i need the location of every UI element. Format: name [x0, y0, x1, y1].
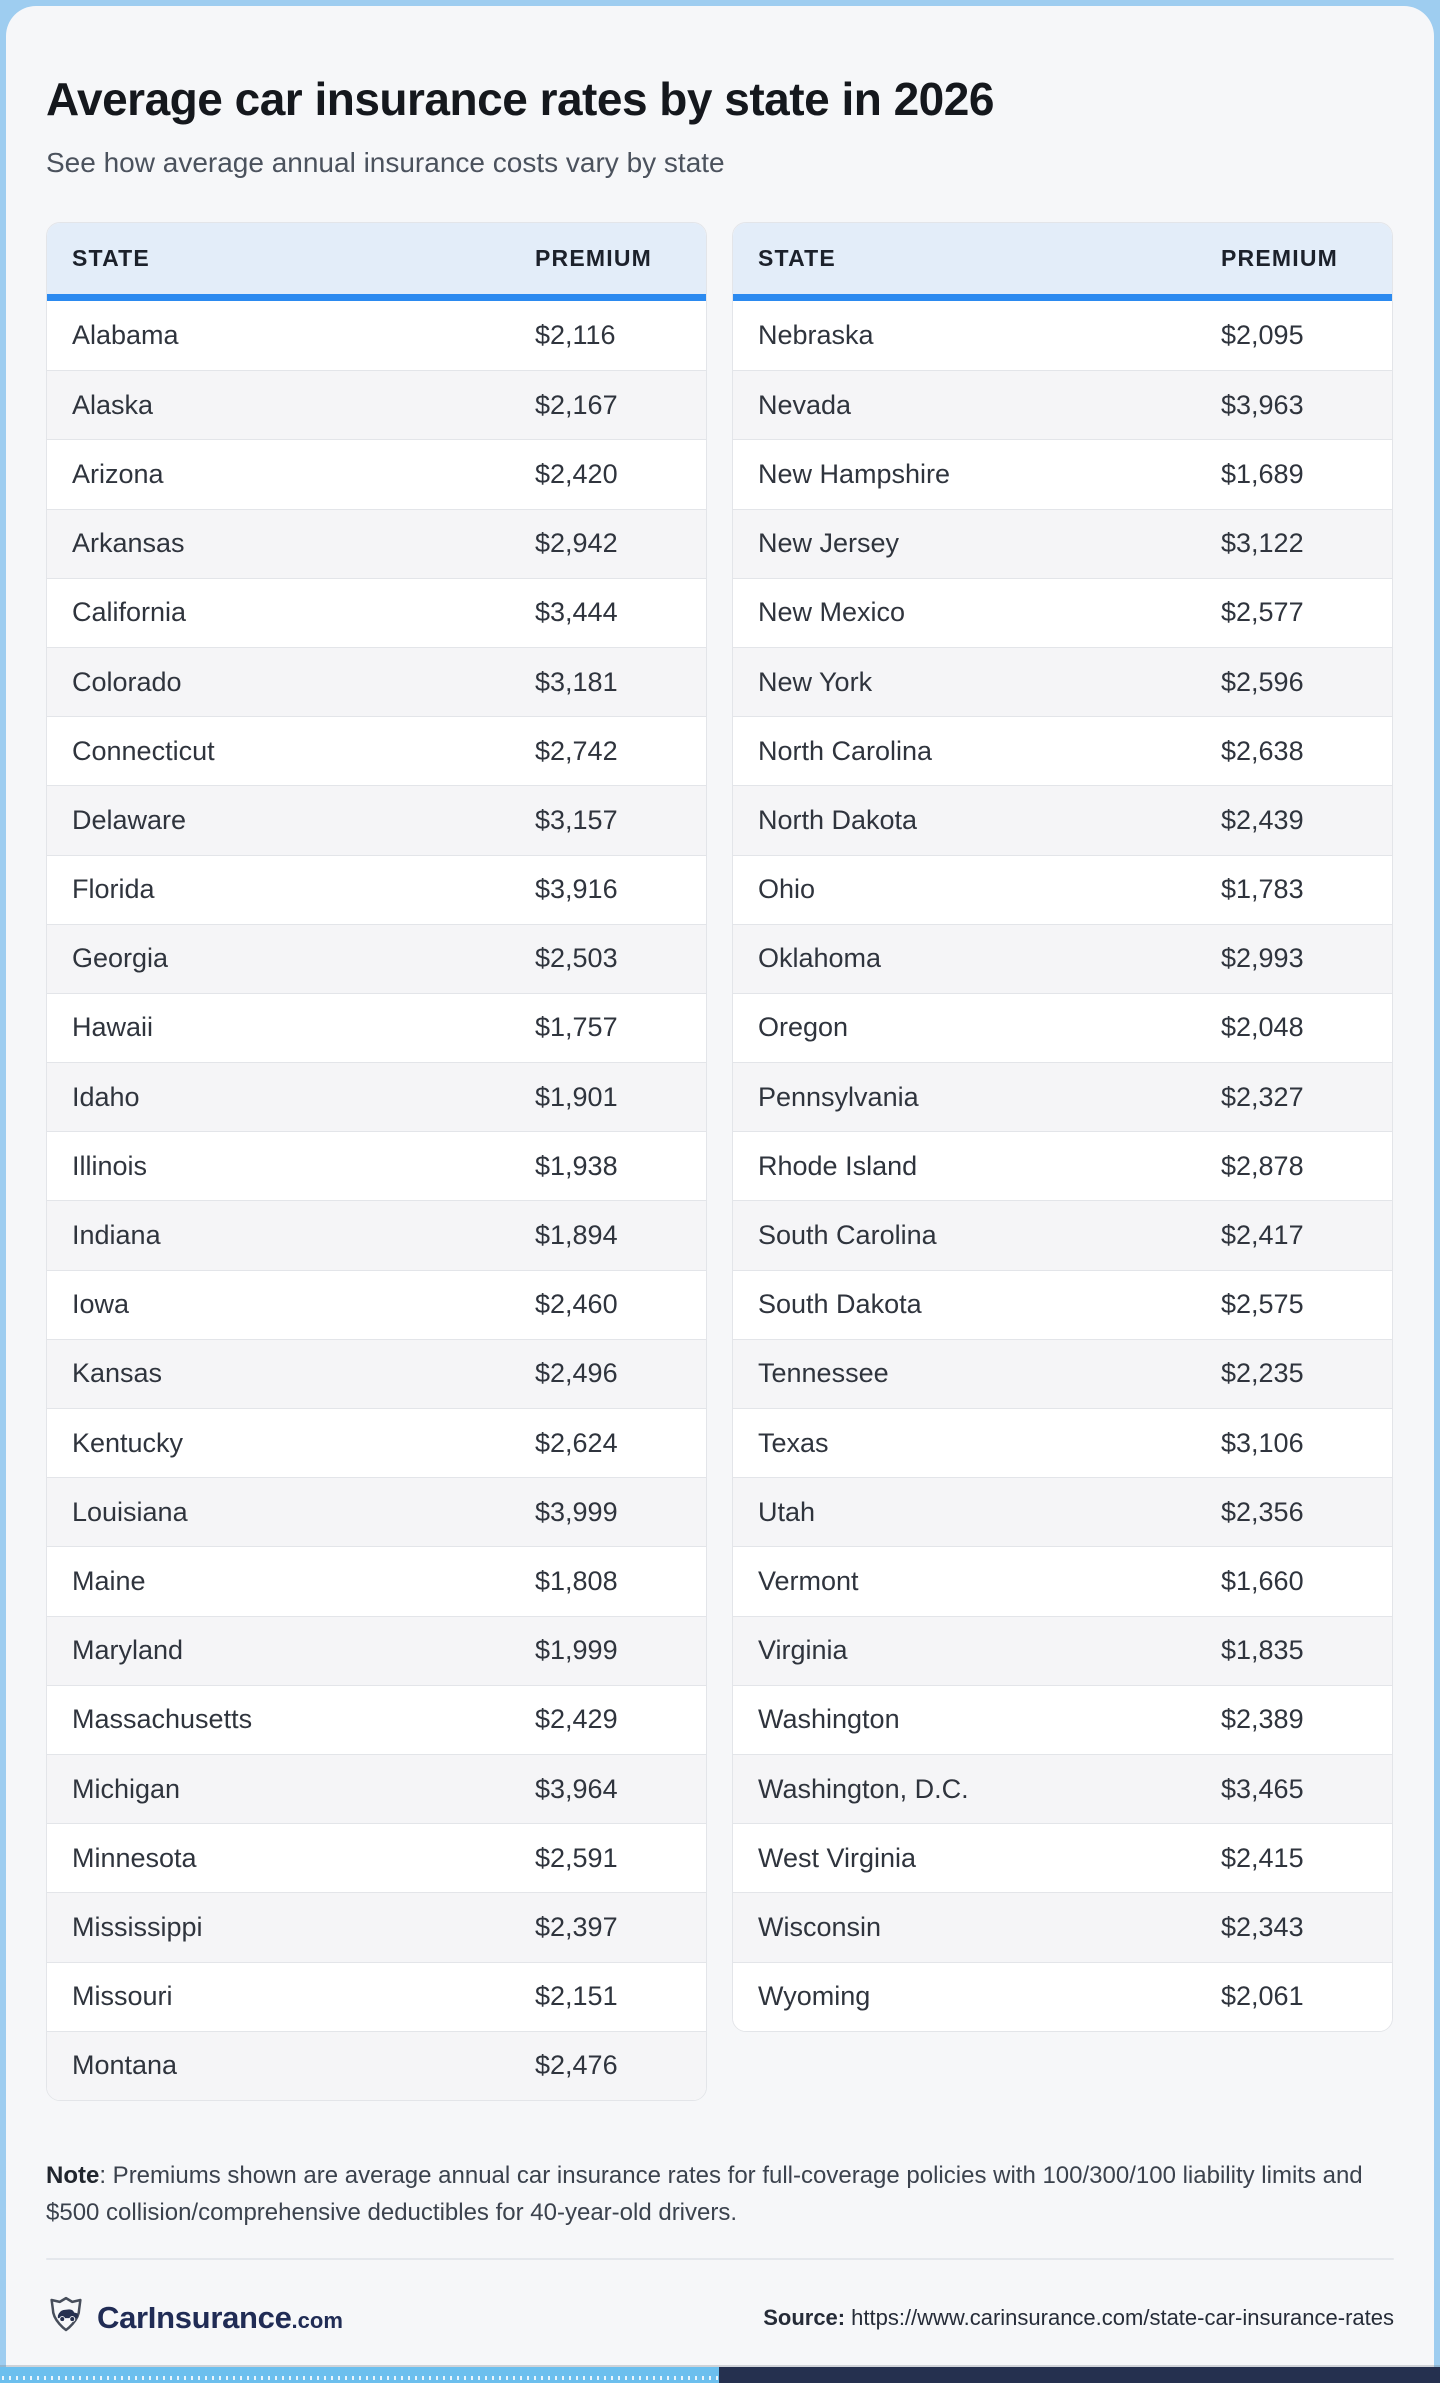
table-row: [733, 1477, 1392, 1546]
state-cell: South Carolina: [758, 1220, 937, 1251]
footer-divider: [46, 2258, 1394, 2260]
state-cell: Washington: [758, 1704, 900, 1735]
state-cell: Pennsylvania: [758, 1081, 919, 1112]
state-cell: Louisiana: [72, 1496, 188, 1527]
table-row: [733, 785, 1392, 854]
bottom-strip-blue-segment: [0, 2367, 719, 2383]
state-cell: Oregon: [758, 1012, 849, 1043]
premium-cell: $2,742: [535, 735, 618, 766]
premium-cell: $3,963: [1221, 389, 1304, 420]
table-row: [733, 1270, 1392, 1339]
state-cell: California: [72, 597, 187, 628]
premium-cell: $3,181: [535, 666, 618, 697]
state-cell: Wyoming: [758, 1981, 871, 2012]
state-cell: New Hampshire: [758, 458, 951, 489]
state-cell: Iowa: [72, 1289, 130, 1320]
bottom-strip-navy-segment: [719, 2367, 1440, 2383]
table-row: [733, 1823, 1392, 1892]
content-area: [6, 6, 1434, 2348]
table-body: [733, 301, 1392, 2031]
state-cell: Missouri: [72, 1981, 173, 2012]
brand-name: CarInsurance: [97, 2299, 292, 2335]
premium-cell: $3,157: [535, 804, 618, 835]
state-cell: Michigan: [72, 1773, 181, 1804]
table-row: [47, 716, 706, 785]
premium-cell: $2,420: [535, 458, 618, 489]
source-url: https://www.carinsurance.com/state-car-insurance-rates: [851, 2304, 1394, 2330]
premium-cell: $1,835: [1221, 1635, 1304, 1666]
table-row: [47, 1339, 706, 1408]
premium-cell: $1,783: [1221, 874, 1304, 905]
state-cell: Rhode Island: [758, 1150, 918, 1181]
page-title: Average car insurance rates by state in 2026: [46, 73, 994, 125]
table-row: [733, 855, 1392, 924]
premium-cell: $1,894: [535, 1220, 618, 1251]
brand-logo: [46, 2292, 343, 2343]
premium-cell: $3,964: [535, 1773, 618, 1804]
table-row: [47, 509, 706, 578]
premium-cell: $2,061: [1221, 1981, 1304, 2012]
table-row: [733, 716, 1392, 785]
note-label: Note: [46, 2161, 100, 2189]
shield-car-icon: [46, 2292, 86, 2343]
premium-cell: $1,808: [535, 1565, 618, 1596]
table-row: [733, 1685, 1392, 1754]
table-row: [47, 1962, 706, 2031]
table-row: [47, 1546, 706, 1615]
premium-column-header: PREMIUM: [1221, 245, 1339, 271]
note-text: [46, 2157, 1394, 2231]
state-cell: Wisconsin: [758, 1911, 882, 1942]
table-row: [733, 1131, 1392, 1200]
state-cell: Delaware: [72, 804, 187, 835]
premium-cell: $2,417: [1221, 1220, 1304, 1251]
state-cell: Arizona: [72, 458, 164, 489]
state-cell: Texas: [758, 1427, 829, 1458]
table-row: [733, 1062, 1392, 1131]
premium-cell: $1,901: [535, 1081, 618, 1112]
state-cell: Tennessee: [758, 1358, 889, 1389]
premium-cell: $3,465: [1221, 1773, 1304, 1804]
state-cell: Utah: [758, 1496, 816, 1527]
premium-cell: $2,476: [535, 2050, 618, 2081]
table-row: [47, 1685, 706, 1754]
table-row: [733, 1892, 1392, 1961]
table-row: [733, 439, 1392, 508]
state-cell: Oklahoma: [758, 943, 882, 974]
state-cell: Nevada: [758, 389, 852, 420]
note-body: : Premiums shown are average annual car insurance rates for full-coverage policies with 100/300/100 liability limits and $500 collision/comprehensive deductibles for 40-year-old drivers.: [46, 2161, 1363, 2226]
premium-cell: $1,689: [1221, 458, 1304, 489]
state-cell: Indiana: [72, 1220, 161, 1251]
page-subtitle: See how average annual insurance costs vary by state: [46, 147, 725, 178]
state-cell: Maine: [72, 1565, 146, 1596]
state-cell: Minnesota: [72, 1842, 197, 1873]
state-cell: West Virginia: [758, 1842, 917, 1873]
premium-cell: $3,106: [1221, 1427, 1304, 1458]
table-row: [47, 993, 706, 1062]
state-cell: Arkansas: [72, 528, 185, 559]
table-row: [733, 301, 1392, 370]
premium-cell: $2,460: [535, 1289, 618, 1320]
premium-cell: $2,048: [1221, 1012, 1304, 1043]
premium-cell: $2,167: [535, 389, 618, 420]
state-cell: South Dakota: [758, 1289, 922, 1320]
premium-cell: $2,095: [1221, 320, 1304, 351]
premium-cell: $2,116: [535, 320, 616, 351]
premium-cell: $2,591: [535, 1842, 618, 1873]
table-row: [733, 647, 1392, 716]
state-cell: Idaho: [72, 1081, 140, 1112]
table-row: [47, 1200, 706, 1269]
premium-cell: $3,444: [535, 597, 618, 628]
source-label: Source:: [763, 2304, 846, 2330]
premium-cell: $2,624: [535, 1427, 618, 1458]
premium-cell: $2,151: [535, 1981, 618, 2012]
table-header-row: [733, 223, 1392, 301]
table-body: [47, 301, 706, 2100]
table-row: [47, 1892, 706, 1961]
state-column-header: STATE: [758, 245, 836, 271]
premium-cell: $3,122: [1221, 528, 1304, 559]
premium-cell: $2,235: [1221, 1358, 1304, 1389]
table-row: [733, 1962, 1392, 2031]
rates-table-right: [732, 222, 1393, 2032]
state-cell: Hawaii: [72, 1012, 154, 1043]
table-row: [47, 855, 706, 924]
state-cell: North Dakota: [758, 804, 918, 835]
premium-cell: $2,415: [1221, 1842, 1304, 1873]
premium-cell: $2,439: [1221, 804, 1304, 835]
premium-cell: $2,397: [535, 1911, 618, 1942]
footer: [46, 2288, 1394, 2348]
table-row: [47, 1408, 706, 1477]
state-cell: Montana: [72, 2050, 178, 2081]
premium-cell: $2,429: [535, 1704, 618, 1735]
rates-table-left: [46, 222, 707, 2101]
table-row: [733, 1339, 1392, 1408]
table-row: [47, 1270, 706, 1339]
state-cell: Vermont: [758, 1565, 859, 1596]
state-cell: Alaska: [72, 389, 154, 420]
state-cell: Ohio: [758, 874, 816, 905]
source-text: [763, 2305, 1394, 2331]
premium-cell: $2,327: [1221, 1081, 1304, 1112]
state-cell: Florida: [72, 874, 155, 905]
premium-cell: $2,496: [535, 1358, 618, 1389]
state-cell: Massachusetts: [72, 1704, 253, 1735]
table-row: [733, 578, 1392, 647]
state-cell: Kansas: [72, 1358, 163, 1389]
table-row: [47, 785, 706, 854]
premium-cell: $2,503: [535, 943, 618, 974]
table-header-row: [47, 223, 706, 301]
state-cell: Colorado: [72, 666, 182, 697]
table-row: [47, 578, 706, 647]
bottom-strip: [0, 2367, 1440, 2383]
premium-cell: $2,878: [1221, 1150, 1304, 1181]
premium-column-header: PREMIUM: [535, 245, 653, 271]
table-row: [733, 1546, 1392, 1615]
premium-cell: $1,999: [535, 1635, 618, 1666]
state-cell: Connecticut: [72, 735, 215, 766]
state-cell: Nebraska: [758, 320, 874, 351]
table-row: [47, 2031, 706, 2100]
table-row: [47, 1131, 706, 1200]
table-row: [47, 1477, 706, 1546]
state-cell: Washington, D.C.: [758, 1773, 969, 1804]
table-row: [47, 1616, 706, 1685]
premium-cell: $2,577: [1221, 597, 1304, 628]
table-row: [733, 1200, 1392, 1269]
state-cell: New York: [758, 666, 873, 697]
state-cell: Georgia: [72, 943, 169, 974]
premium-cell: $1,757: [535, 1012, 618, 1043]
premium-cell: $2,942: [535, 528, 618, 559]
state-column-header: STATE: [72, 245, 150, 271]
table-row: [47, 439, 706, 508]
premium-cell: $1,938: [535, 1150, 618, 1181]
table-row: [733, 1408, 1392, 1477]
table-row: [47, 1062, 706, 1131]
table-row: [47, 647, 706, 716]
table-row: [47, 301, 706, 370]
state-cell: Alabama: [72, 320, 179, 351]
main-card: [6, 6, 1434, 2383]
premium-cell: $3,999: [535, 1496, 618, 1527]
brand-text: [97, 2300, 343, 2336]
premium-cell: $2,638: [1221, 735, 1304, 766]
table-row: [733, 1616, 1392, 1685]
premium-cell: $2,356: [1221, 1496, 1304, 1527]
table-row: [733, 1754, 1392, 1823]
state-cell: North Carolina: [758, 735, 933, 766]
premium-cell: $1,660: [1221, 1565, 1304, 1596]
tables-container: [46, 222, 1394, 2101]
state-cell: Maryland: [72, 1635, 184, 1666]
state-cell: New Mexico: [758, 597, 906, 628]
table-row: [733, 993, 1392, 1062]
table-row: [733, 924, 1392, 993]
premium-cell: $3,916: [535, 874, 618, 905]
state-cell: Kentucky: [72, 1427, 184, 1458]
table-row: [47, 370, 706, 439]
premium-cell: $2,343: [1221, 1911, 1304, 1942]
table-row: [733, 370, 1392, 439]
table-row: [733, 509, 1392, 578]
table-row: [47, 1754, 706, 1823]
table-row: [47, 924, 706, 993]
premium-cell: $2,993: [1221, 943, 1304, 974]
state-cell: Virginia: [758, 1635, 848, 1666]
state-cell: Mississippi: [72, 1911, 203, 1942]
premium-cell: $2,575: [1221, 1289, 1304, 1320]
state-cell: New Jersey: [758, 528, 900, 559]
premium-cell: $2,596: [1221, 666, 1304, 697]
state-cell: Illinois: [72, 1150, 148, 1181]
table-row: [47, 1823, 706, 1892]
premium-cell: $2,389: [1221, 1704, 1304, 1735]
brand-suffix: .com: [291, 2307, 343, 2333]
